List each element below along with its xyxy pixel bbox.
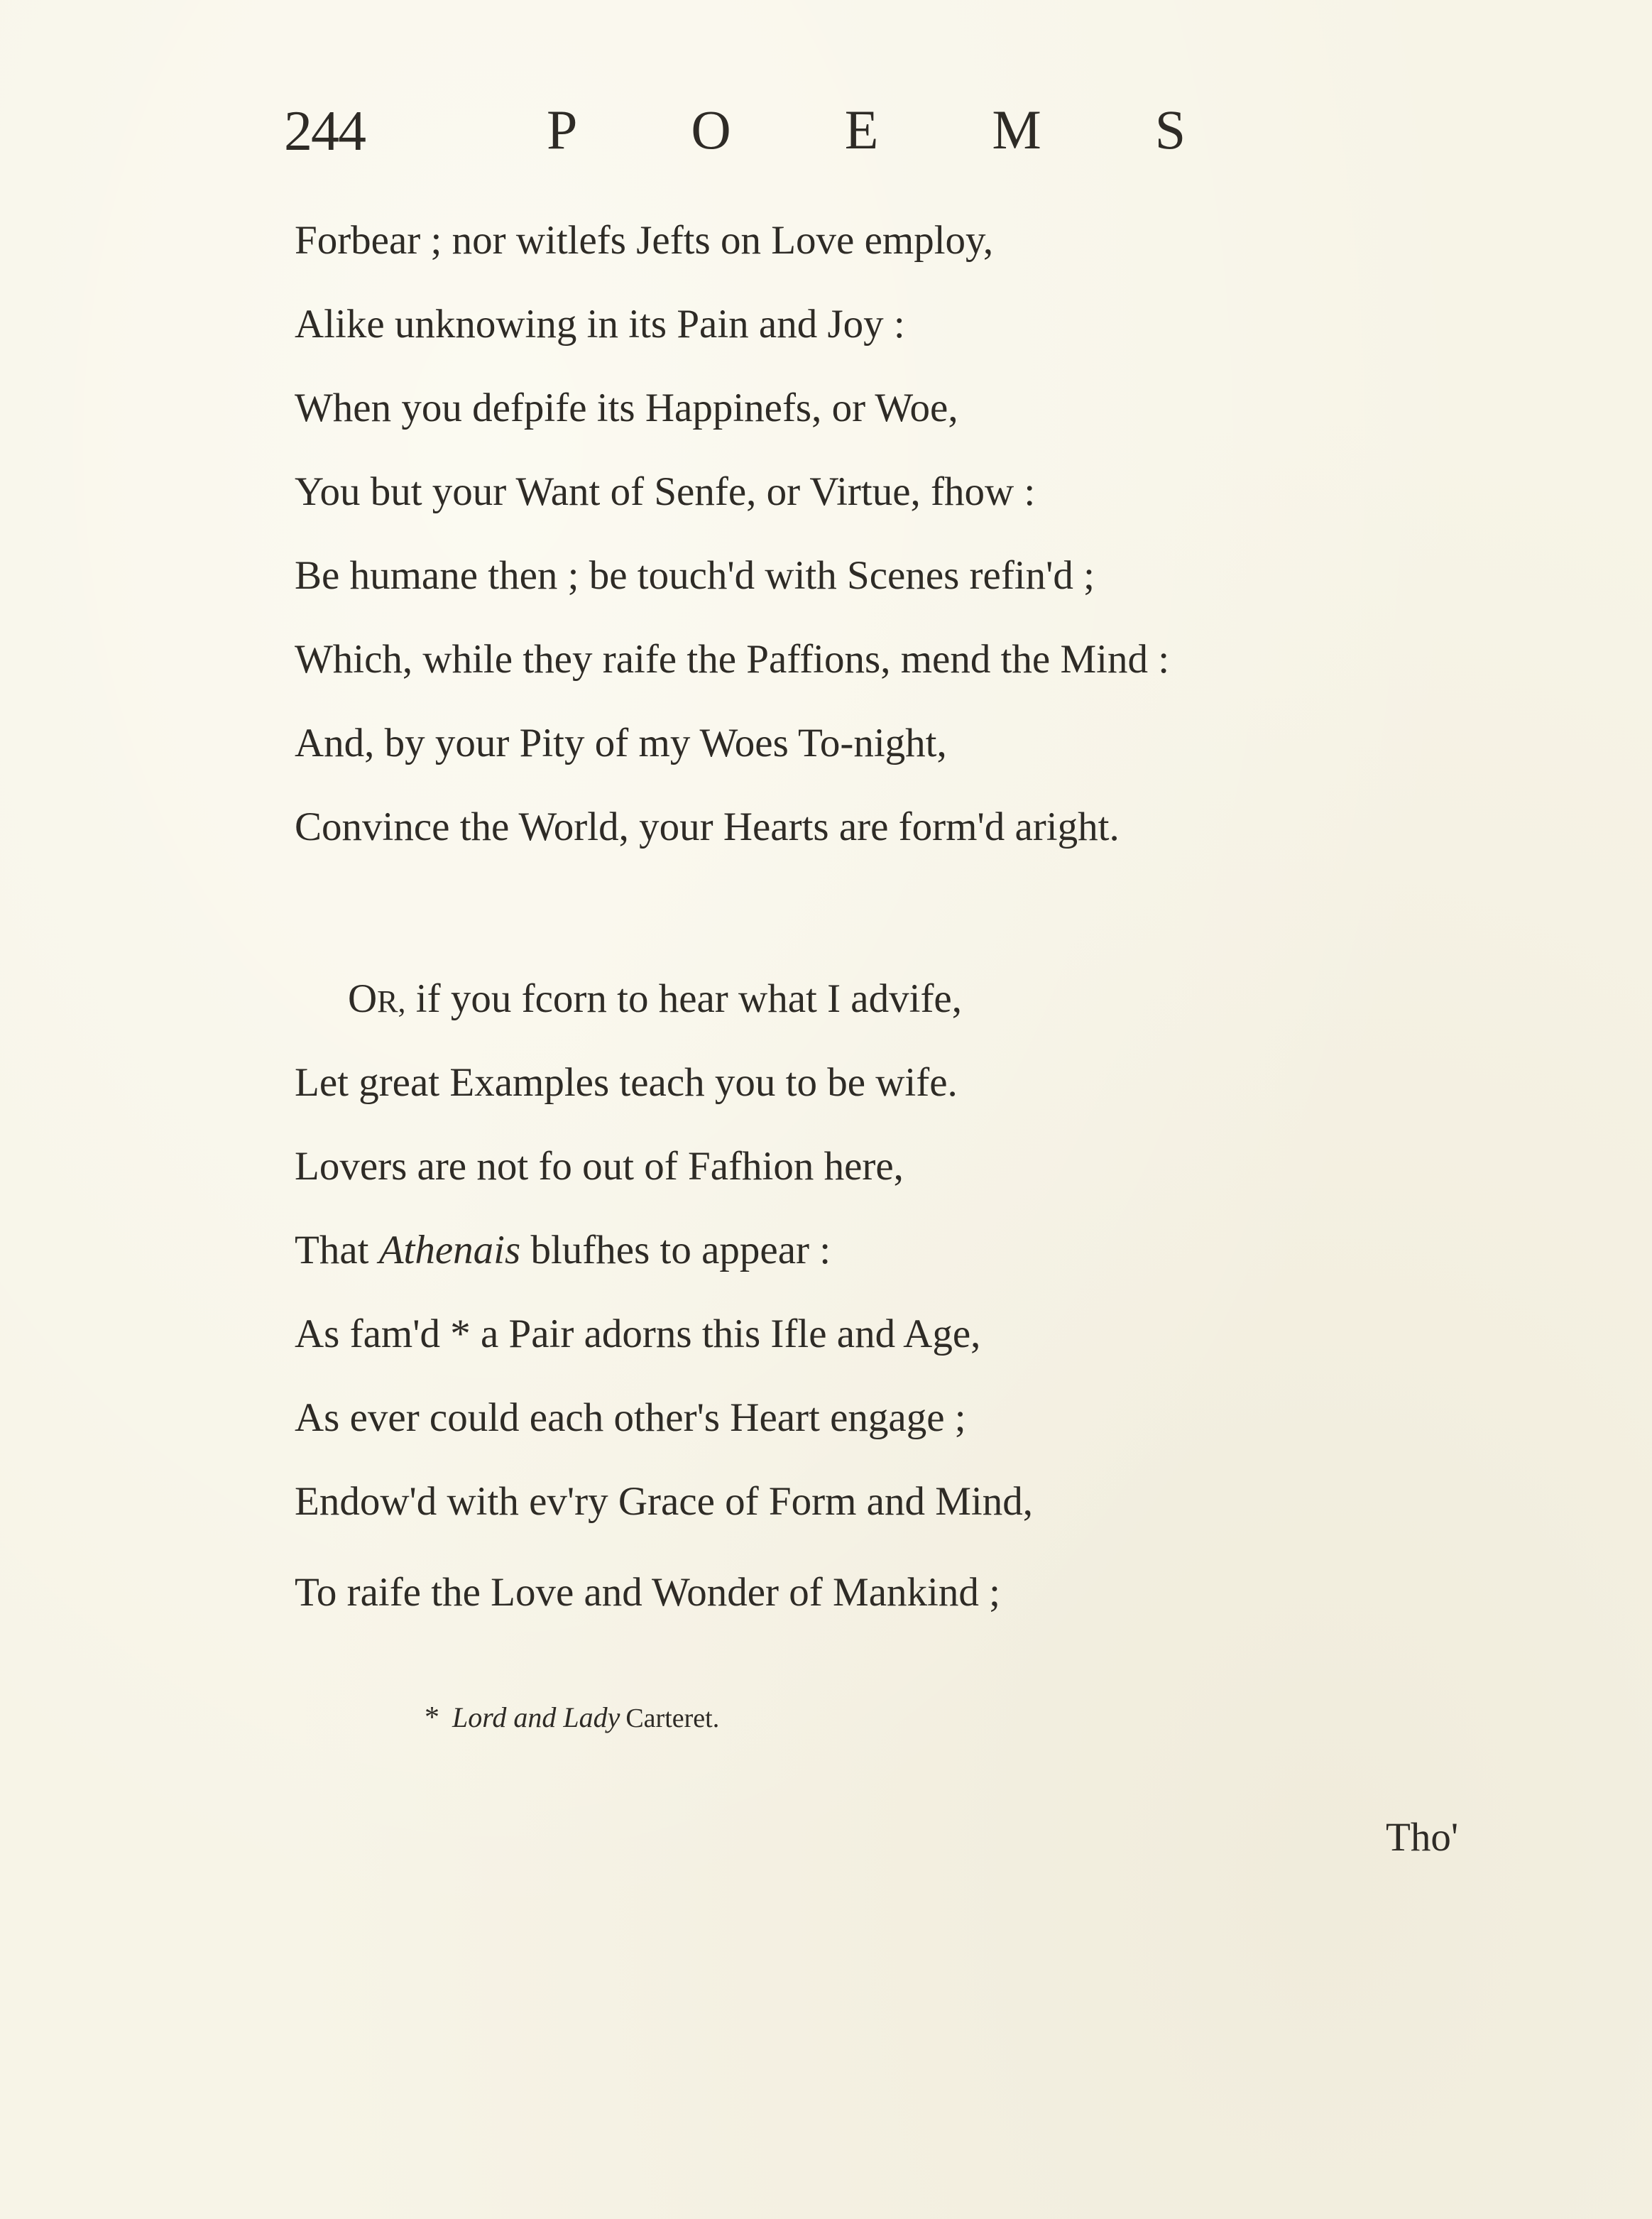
verse-line: Convince the World, your Hearts are form'd aright. (295, 805, 1120, 849)
verse-line: To raife the Love and Wonder of Mankind ; (295, 1570, 1000, 1615)
verse-line: Alike unknowing in its Pain and Joy : (295, 302, 905, 347)
footnote-name: Carteret. (625, 1703, 720, 1733)
verse-line: As fam'd * a Pair adorns this Ifle and Age, (295, 1312, 981, 1356)
catchword: Tho' (1386, 1815, 1459, 1860)
verse-line: Lovers are not fo out of Fafhion here, (295, 1144, 904, 1189)
line-text: That (295, 1228, 379, 1272)
page-number: 244 (284, 100, 365, 163)
verse-line: As ever could each other's Heart engage ; (295, 1395, 966, 1440)
italic-name: Athenais (378, 1228, 521, 1272)
footnote-italic-text: Lord and Lady (452, 1701, 620, 1733)
verse-line: You but your Want of Senfe, or Virtue, fhow : (295, 469, 1036, 514)
verse-line: Let great Examples teach you to be wife. (295, 1060, 958, 1105)
verse-line: Be humane then ; be touch'd with Scenes refin'd ; (295, 553, 1095, 598)
footnote (425, 1701, 719, 1735)
verse-line: And, by your Pity of my Woes To-night, (295, 721, 947, 765)
running-title: POEMS (547, 99, 1300, 160)
verse-line (295, 1230, 831, 1270)
line-text: if you fcorn to hear what I advife, (405, 976, 962, 1021)
verse-line: Which, while they raife the Paffions, mend the Mind : (295, 637, 1170, 682)
verse-line: Forbear ; nor witlefs Jefts on Love employ, (295, 218, 994, 263)
line-text: blufhes to appear : (520, 1228, 831, 1272)
verse-line: Endow'd with ev'ry Grace of Form and Mind, (295, 1479, 1033, 1524)
verse-line (348, 978, 962, 1019)
footnote-mark: * (425, 1701, 439, 1734)
small-caps-text: R, (377, 984, 406, 1019)
page-header (284, 92, 1349, 170)
verse-line: When you defpife its Happinefs, or Woe, (295, 386, 958, 430)
initial-letter: O (348, 976, 378, 1021)
